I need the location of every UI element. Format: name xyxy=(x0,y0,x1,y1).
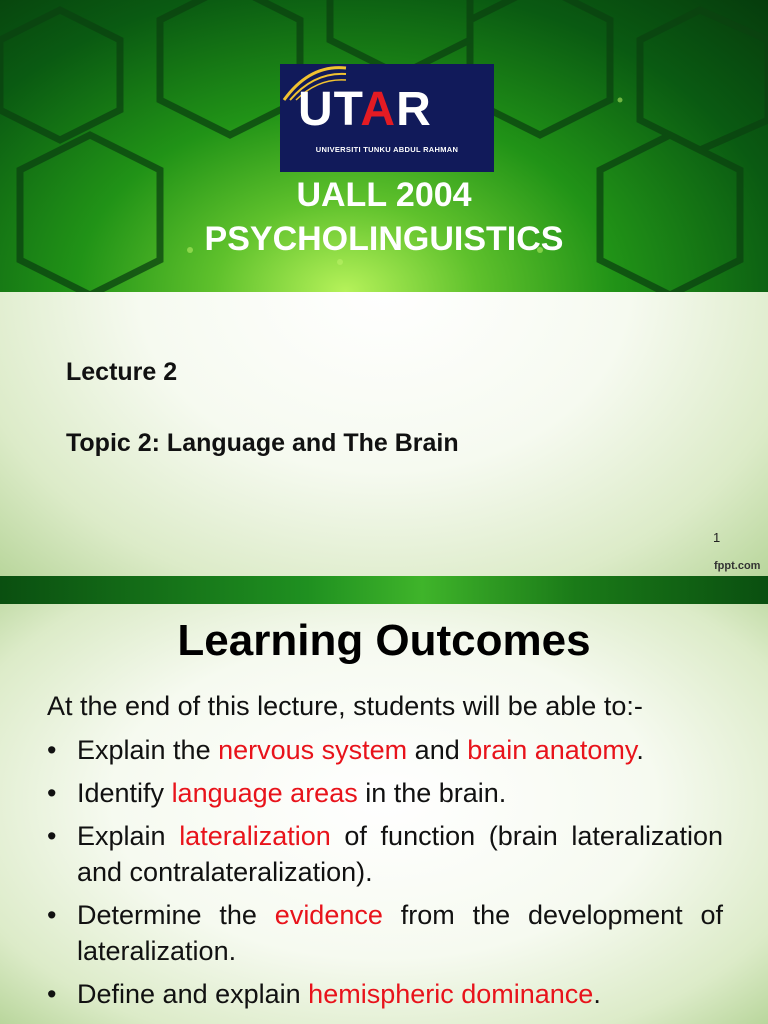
bullet-icon: • xyxy=(47,900,57,930)
bullet-icon: • xyxy=(47,821,57,851)
outcome-highlight: language areas xyxy=(171,778,358,808)
bullet-icon: • xyxy=(47,979,57,1009)
slide-content xyxy=(47,688,723,1019)
watermark: fppt.com xyxy=(714,560,761,572)
outcome-item xyxy=(47,976,723,1012)
bullet-icon: • xyxy=(47,735,57,765)
outcome-item xyxy=(47,818,723,890)
outcome-text: from the development of lateralization. xyxy=(77,900,723,966)
outcome-item xyxy=(47,775,723,811)
outcomes-list xyxy=(47,732,723,1012)
slide-number: 1 xyxy=(713,530,721,545)
title-banner xyxy=(0,0,768,292)
outcome-text: Define and explain xyxy=(77,979,309,1009)
outcome-item xyxy=(47,897,723,969)
outcome-highlight: brain anatomy xyxy=(467,735,637,765)
outcome-highlight: lateralization xyxy=(179,821,331,851)
outcome-text: of function (brain lateralization and contralateralization). xyxy=(77,821,723,887)
outcome-text: in the brain. xyxy=(357,778,507,808)
course-code: UALL 2004 xyxy=(296,176,472,214)
outcome-highlight: hemispheric dominance xyxy=(308,979,594,1009)
lecture-label: Lecture 2 xyxy=(66,358,178,386)
learning-outcomes-slide xyxy=(0,576,768,1024)
outcome-text: Explain xyxy=(77,821,180,851)
intro-text: At the end of this lecture, students will be able to:- xyxy=(47,691,643,721)
outcome-text: Identify xyxy=(77,778,172,808)
outcome-text: Explain the xyxy=(77,735,219,765)
header-strip xyxy=(0,576,768,604)
outcome-text: and xyxy=(407,735,468,765)
outcome-text: . xyxy=(593,979,601,1009)
bullet-icon: • xyxy=(47,778,57,808)
outcome-highlight: nervous system xyxy=(218,735,408,765)
outcome-text: Determine the xyxy=(77,900,275,930)
utar-logo xyxy=(280,64,494,172)
course-name: PSYCHOLINGUISTICS xyxy=(204,220,564,258)
slide-title: Learning Outcomes xyxy=(177,616,591,665)
logo-subtitle: UNIVERSITI TUNKU ABDUL RAHMAN xyxy=(315,145,459,154)
outcome-highlight: evidence xyxy=(274,900,383,930)
outcome-item xyxy=(47,732,723,768)
outcome-text: . xyxy=(636,735,644,765)
logo-wordmark: UTAR xyxy=(298,83,432,136)
topic-label: Topic 2: Language and The Brain xyxy=(66,429,459,457)
